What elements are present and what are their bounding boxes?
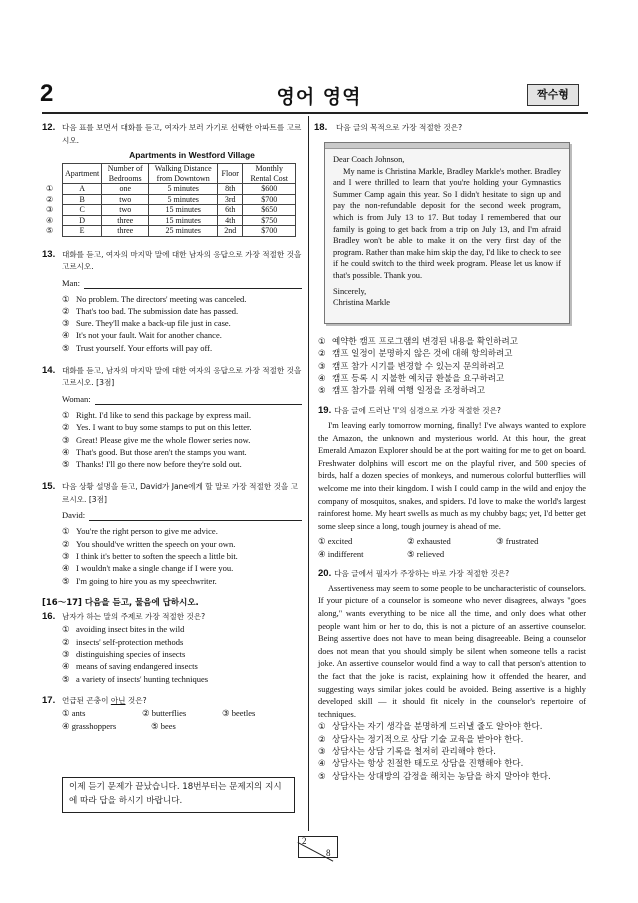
table-cell: $600: [243, 184, 296, 195]
table-cell: 4th: [218, 215, 243, 226]
question-prompt: 다음 표를 보면서 대화를 듣고, 여자가 보러 가기로 선택한 아파트를 고르시오.: [62, 123, 302, 145]
option[interactable]: ② butterflies: [142, 708, 187, 719]
current-page: 2: [302, 836, 307, 846]
total-pages: 8: [326, 848, 331, 858]
question-number: 12.: [42, 122, 56, 133]
option[interactable]: ⑤ Trust yourself. Your efforts will pay off.: [62, 342, 213, 353]
option[interactable]: ④ indifferent: [318, 548, 364, 559]
option[interactable]: ① You're the right person to give me advice.: [62, 526, 218, 537]
table-cell: $700: [243, 226, 296, 237]
question-20: [318, 568, 586, 783]
answer-blank: [62, 277, 302, 289]
option[interactable]: ② That's too bad. The submission date has passed.: [62, 305, 239, 316]
option[interactable]: ① 예약한 캠프 프로그램의 변경된 내용을 확인하려고: [318, 337, 518, 347]
question-17: [42, 694, 302, 733]
table-row: [44, 226, 296, 237]
table-cell: D: [63, 215, 102, 226]
option-row: [62, 720, 302, 733]
column-header: Monthly Rental Cost: [243, 164, 296, 184]
option-row: [62, 707, 302, 720]
table-cell: two: [102, 194, 149, 205]
table-cell: C: [63, 205, 102, 216]
passage: Assertiveness may seem to some people to be uncharacteristic of counselors. If your picture of a counselor is someone who never disagrees, always "goes along," wants everything to be nice all the time, and only does what other people want him or her to do, this is not a picture of an assertive counselor. Being assertive does not have to mean being disagreeable. Being a counselor does not mean that you should simply be silent when someone tells a racist joke. An assertive counselor would find a way to call that person's attention to the fact that the joke is racist, explaining how it offended the hearer, and suggesting ways similar jokes could be avoided. Being assertive is a highly developed skill — it should fit nicely in the counselor's repertoire of techniques.: [318, 583, 586, 719]
table-cell: 15 minutes: [149, 205, 218, 216]
question-number: 13.: [42, 248, 56, 260]
option[interactable]: ② 캠프 일정이 분명하지 않은 것에 대해 항의하려고: [318, 349, 513, 360]
option[interactable]: ⑤ Thanks! I'll go there now before they're sold out.: [62, 459, 242, 470]
option[interactable]: ⑤ 캠프 참가를 위해 여행 일정을 조정하려고: [318, 386, 486, 397]
option[interactable]: ① ants: [62, 708, 86, 719]
option[interactable]: ④ 캠프 등록 시 지불한 예치금 환불을 요구하려고: [318, 373, 505, 384]
right-column-lower: [318, 336, 586, 783]
table-row: [44, 215, 296, 226]
answer-blank: [62, 509, 302, 521]
option[interactable]: ④ 상담사는 항상 친절한 태도로 상담을 진행해야 한다.: [318, 759, 524, 770]
column-header: Apartment: [63, 164, 102, 184]
option-marker: ②: [46, 194, 54, 204]
question-prompt: 다음 글의 목적으로 가장 적절한 것은?: [336, 123, 463, 132]
table-cell: one: [102, 184, 149, 195]
question-number: 14.: [42, 364, 56, 376]
q18-options: [318, 336, 586, 397]
option[interactable]: ① avoiding insect bites in the wild: [62, 624, 185, 635]
option[interactable]: ④ means of saving endangered insects: [62, 661, 198, 672]
option-row: [318, 548, 586, 561]
table-cell: two: [102, 205, 149, 216]
option[interactable]: ① No problem. The directors' meeting was canceled.: [62, 293, 247, 304]
header-rule: [42, 112, 588, 114]
question-number: 17.: [42, 694, 56, 706]
option[interactable]: ③ 캠프 참가 시기를 변경할 수 있는지 문의하려고: [318, 361, 505, 372]
option[interactable]: ① 상담사는 자기 생각을 분명하게 드러낼 줄도 알아야 한다.: [318, 722, 543, 733]
table-cell: 5 minutes: [149, 194, 218, 205]
table-cell: 5 minutes: [149, 184, 218, 195]
table-title: Apartments in Westford Village: [129, 150, 255, 160]
question-number: 16.: [42, 610, 56, 622]
table-cell: B: [63, 194, 102, 205]
table-cell: E: [63, 226, 102, 237]
option[interactable]: ③ beetles: [222, 708, 256, 719]
underlined-word: 아닌: [110, 695, 126, 705]
question-14: [42, 364, 302, 470]
question-prompt: 대화를 듣고, 여자의 마지막 말에 대한 남자의 응답으로 가장 적절한 것을 고르시오.: [62, 249, 302, 271]
option[interactable]: ② You should've written the speech on your own.: [62, 538, 236, 549]
table-cell: $750: [243, 215, 296, 226]
table-cell: A: [63, 184, 102, 195]
option-marker: ③: [46, 205, 54, 214]
table-cell: $700: [243, 194, 296, 205]
column-header: Floor: [218, 164, 243, 184]
table-cell: 3rd: [218, 194, 243, 205]
option[interactable]: ④ grasshoppers: [62, 720, 117, 731]
option-marker: ④: [46, 215, 54, 225]
page-title: 영어 영역: [276, 86, 362, 108]
question-18: [314, 122, 586, 135]
question-prompt: 남자가 하는 말의 주제로 가장 적절한 것은?: [62, 611, 206, 621]
question-15: [42, 481, 302, 586]
table-header-row: [44, 164, 296, 184]
question-number: 18.: [314, 122, 328, 133]
option[interactable]: ④ I wouldn't make a single change if I were you.: [62, 563, 234, 574]
listening-end-notice: 이제 듣기 문제가 끝났습니다. 18번부터는 문제지의 지시에 따라 답을 하시기 바랍니다.: [62, 777, 295, 813]
table-row: [44, 194, 296, 205]
exam-type-badge: 짝수형: [527, 84, 579, 106]
letter-body: My name is Christina Markle, Bradley Markle's mother. Bradley and I were thrilled to learn that you're holding your Gymnastics Summer Camp again this year. So I didn't hesitate to sign up and pay the non-refundable deposit for the second week program, which is from July 13 to 17. But today I remembered that our family is going to get back from a trip on July 13, and I'm afraid Bradley won't be able to make it on the very first day of the program. Rather than make him skip the day, I'd like to check to see if he could switch to the third week program. Please let us know if that's possible. Thank you.: [333, 166, 561, 280]
table-cell: three: [102, 226, 149, 237]
option[interactable]: ① Right. I'd like to send this package by express mail.: [62, 409, 252, 420]
option[interactable]: ① excited: [318, 536, 353, 547]
apartment-table: [44, 163, 296, 237]
table-cell: 15 minutes: [149, 215, 218, 226]
table-cell: $650: [243, 205, 296, 216]
letter-signature: Christina Markle: [333, 298, 390, 308]
letter-closing: Sincerely,: [333, 286, 367, 296]
option[interactable]: ④ It's not your fault. Wait for another chance.: [62, 330, 222, 341]
question-16: [42, 610, 302, 685]
option[interactable]: ③ I think it's better to soften the speech a little bit.: [62, 551, 238, 562]
question-12: [42, 122, 302, 237]
speaker-label: Man:: [62, 277, 80, 288]
option[interactable]: ② 상담사는 정기적으로 상담 기술 교육을 받아야 한다.: [318, 734, 524, 745]
option[interactable]: ③ distinguishing species of insects: [62, 649, 186, 660]
right-column: [314, 122, 586, 135]
table-row: [44, 184, 296, 195]
speaker-label: David:: [62, 510, 86, 521]
option[interactable]: ② Yes. I want to buy some stamps to put on this letter.: [62, 422, 252, 433]
column-header: Walking Distance from Downtown: [149, 164, 218, 184]
question-prompt: 다음 상황 설명을 듣고, David가 Jane에게 할 말로 가장 적절한 것을 고르시오. [3점]: [62, 482, 298, 504]
table-cell: 25 minutes: [149, 226, 218, 237]
option[interactable]: ⑤ 상담사는 상대방의 감정을 해치는 농담을 하지 말아야 한다.: [318, 771, 551, 782]
question-13: [42, 248, 302, 354]
table-cell: 6th: [218, 205, 243, 216]
question-prompt: 대화를 듣고, 남자의 마지막 말에 대한 여자의 응답으로 가장 적절한 것을 고르시오. [3점]: [62, 365, 302, 388]
option[interactable]: ⑤ I'm going to hire you as my speechwriter.: [62, 575, 217, 586]
letter-greeting: Dear Coach Johnson,: [333, 155, 405, 164]
question-prompt: 언급된 곤충이 아닌 것은?: [62, 695, 147, 705]
passage: I'm leaving early tomorrow morning, finally! I've always wanted to explore the Amazon, the unknown and mysterious world. At this hour, the great Emerald Amazon Explorer should be at the port waiting for me to get on board. Freshwater dolphins will escort me on the playful river, and 500 species of birds, half a dozen species of monkeys, and numerous colorful butterflies will welcome me into their kingdom. I wish I could camp in the wild and enjoy the company of mosquitos, snakes, and spiders. I'd love to make the world's largest rainforest home. My heart swells as much as my chubby bags; yet, I'd better get some sleep since a long, tough journey is ahead of me.: [318, 420, 586, 531]
option-row: [318, 535, 586, 548]
option-marker: ⑤: [46, 226, 54, 235]
question-number: 15.: [42, 481, 56, 493]
option[interactable]: ② insects' self-protection methods: [62, 636, 184, 647]
speaker-label: Woman:: [62, 393, 91, 404]
page-indicator: [298, 836, 338, 860]
section-heading: [16～17] 다음을 듣고, 물음에 답하시오.: [42, 597, 199, 608]
option-marker: ①: [46, 184, 54, 193]
column-header: Number of Bedrooms: [102, 164, 149, 184]
option[interactable]: ④ That's good. But those aren't the stamps you want.: [62, 446, 247, 457]
option[interactable]: ③ Great! Please give me the whole flower series now.: [62, 434, 251, 445]
letter-box: [324, 142, 570, 324]
option[interactable]: ⑤ relieved: [407, 548, 445, 559]
option[interactable]: ⑤ a variety of insects' hunting techniques: [62, 673, 209, 684]
option[interactable]: ③ 상담사는 상담 기록을 철저히 관리해야 한다.: [318, 746, 497, 757]
table-row: [44, 205, 296, 216]
question-19: [318, 405, 586, 560]
table-cell: 2nd: [218, 226, 243, 237]
answer-blank: [62, 393, 302, 405]
option[interactable]: ⑤ bees: [151, 720, 176, 731]
question-prompt: 20. 다음 글에서 필자가 주장하는 바로 가장 적절한 것은?: [318, 568, 510, 580]
column-divider: [308, 116, 309, 831]
option[interactable]: ③ frustrated: [496, 536, 539, 547]
page-number: 2: [40, 80, 54, 107]
question-prompt: 19. 다음 글에 드러난 'I'의 심경으로 가장 적절한 것은?: [318, 405, 501, 417]
table-cell: 8th: [218, 184, 243, 195]
left-column: [42, 122, 302, 732]
table-cell: three: [102, 215, 149, 226]
q20-options: [318, 721, 586, 782]
option[interactable]: ③ Sure. They'll make a back-up file just in case.: [62, 318, 231, 329]
option[interactable]: ② exhausted: [407, 536, 451, 547]
